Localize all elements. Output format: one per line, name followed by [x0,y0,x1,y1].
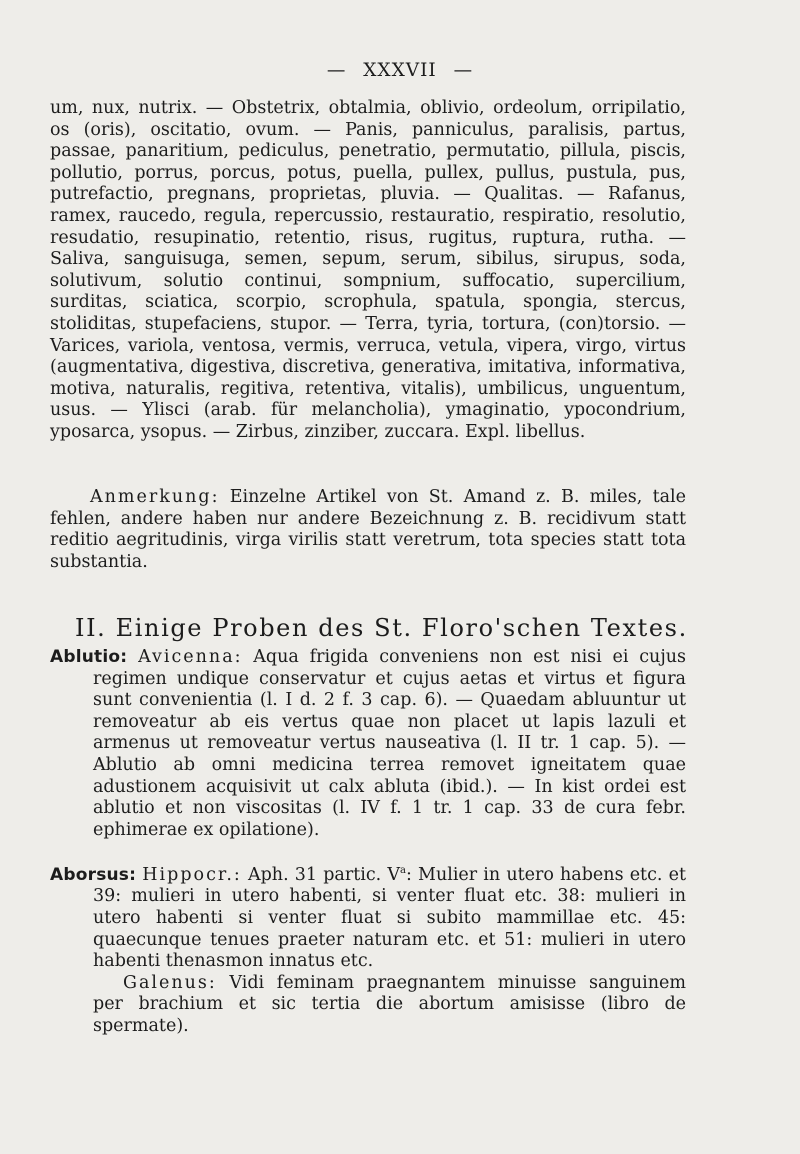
section-heading: II. Einige Proben des St. Floro'schen Textes. [75,614,688,642]
page-header [0,60,800,81]
page-number: XXXVII [363,60,437,81]
entry-headword: Ablutio: [50,647,128,667]
entry-text: Aqua frigida conveniens non est nisi ei cujus regimen undique conservatur et cujus aetas et virtus et figura sunt convenientia (l. I d. 2 f. 3 cap. 6). — Quaedam abluuntur ut removeatur ab eis vertus quae non placet ut lapis lazuli et armenus ut removeatur vertus nauseativa (l. II tr. 1 cap. 5). — Ablutio ab omni medicina terrea removet igneitatem quae adustionem acquisivit ut calx abluta (ibid.). — In kist ordei est ablutio et non viscositas (l. IV f. 1 tr. 1 cap. 33 de cura febr. ephimerae ex opilatione). [93,647,686,840]
header-dash-left: — [326,60,347,81]
entry-text-continued: : Mulier in utero habens etc. et 39: mulieri in utero habenti, si venter fluat etc. 38: mulieri in utero habenti si venter fluat si subito mammillae etc. 45: quaecunque tenues praeter naturam etc. et 51: mulieri in utero habenti thenasmon innatus etc. [93,864,686,972]
entry-headword: Aborsus: [50,864,137,885]
entry-text: Aph. 31 partic. V [241,864,401,885]
entry-author-2: Galenus: [123,972,217,993]
glossary-word-list: um, nux, nutrix. — Obstetrix, obtalmia, oblivio, ordeolum, orripilatio, os (oris), oscitatio, ovum. — Panis, panniculus, paralisis, partus, passae, panaritium, pediculus, penetratio, permutatio, pillula, piscis, pollutio, porrus, porcus, potus, puella, pullex, pullus, pustula, pus, putrefactio, pregnans, proprietas, pluvia. — Qualitas. — Rafanus, ramex, raucedo, regula, repercussio, restauratio, respiratio, resolutio, resudatio, resupinatio, retentio, risus, rugitus, ruptura, rutha. — Saliva, sanguisuga, semen, sepum, serum, sibilus, sirupus, soda, solutivum, solutio continui, sompnium, suffocatio, supercilium, surditas, sciatica, scorpio, scrophula, spatula, spongia, stercus, stoliditas, stupefaciens, stupor. — Terra, tyria, tortura, (con)torsio. — Varices, variola, ventosa, vermis, verruca, vetula, vipera, virgo, virtus (augmentativa, digestiva, discretiva, generativa, imitativa, informativa, motiva, naturalis, regitiva, retentiva, vitalis), umbilicus, unguentum, usus. — Ylisci (arab. für melancholia), ymaginatio, ypocondrium, yposarca, ysopus. — Zirbus, zinziber, zuccara. Expl. libellus. [50,98,686,442]
header-dash-right: — [453,60,474,81]
entry-text-2: Vidi feminam praegnantem minuisse sanguinem per brachium et sic tertia die abortum amisisse (libro de spermate). [93,972,686,1036]
entry-subparagraph [93,973,686,1038]
remark-label: Anmerkung: [90,487,220,507]
entry-author: Hippocr.: [142,864,242,885]
entry-superscript: a [400,865,406,876]
remark-text: Einzelne Artikel von St. Amand z. B. miles, tale fehlen, andere haben nur andere Bezeichnung z. B. recidivum statt reditio aegritudinis, virga virilis statt veretrum, tota species statt tota substantia. [50,487,686,572]
remark-paragraph [50,487,686,573]
entry-ablutio [50,647,686,841]
entry-author: Avicenna: [138,647,243,667]
entry-aborsus [50,860,686,1038]
